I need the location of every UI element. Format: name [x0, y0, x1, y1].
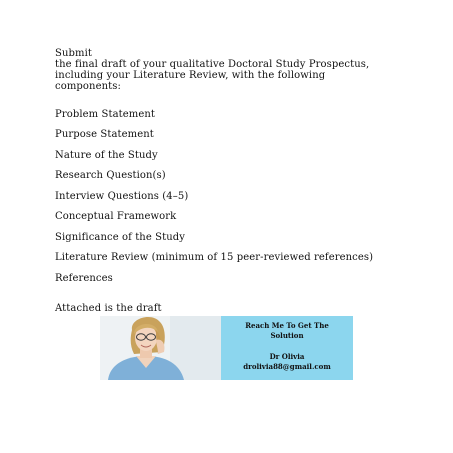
contact-info-panel — [221, 316, 353, 380]
woman-photo-illustration — [100, 316, 221, 380]
component-item: Literature Review (minimum of 15 peer-reviewed references) — [55, 252, 374, 263]
intro-line: including your Literature Review, with the following — [55, 70, 326, 81]
contact-name: Dr Olivia — [269, 352, 305, 361]
contact-banner — [100, 316, 353, 380]
component-item: Conceptual Framework — [55, 211, 177, 222]
intro-line: Submit — [55, 48, 92, 59]
component-item: Research Question(s) — [55, 170, 166, 181]
instructions-paragraph — [55, 48, 415, 92]
intro-line: components: — [55, 81, 121, 92]
component-item: Significance of the Study — [55, 232, 186, 243]
banner-headline: Reach Me To Get The — [245, 321, 329, 330]
component-item: Interview Questions (4–5) — [55, 191, 189, 202]
component-item: Problem Statement — [55, 109, 156, 120]
component-item: Nature of the Study — [55, 150, 158, 161]
intro-line: the final draft of your qualitative Doctoral Study Prospectus, — [55, 59, 370, 70]
component-item: Purpose Statement — [55, 129, 154, 140]
banner-headline: Solution — [270, 331, 304, 340]
attached-note: Attached is the draft — [55, 303, 162, 314]
component-item: References — [55, 273, 113, 284]
woman-photo — [100, 316, 221, 380]
contact-email[interactable]: drolivia88@gmail.com — [243, 362, 331, 371]
